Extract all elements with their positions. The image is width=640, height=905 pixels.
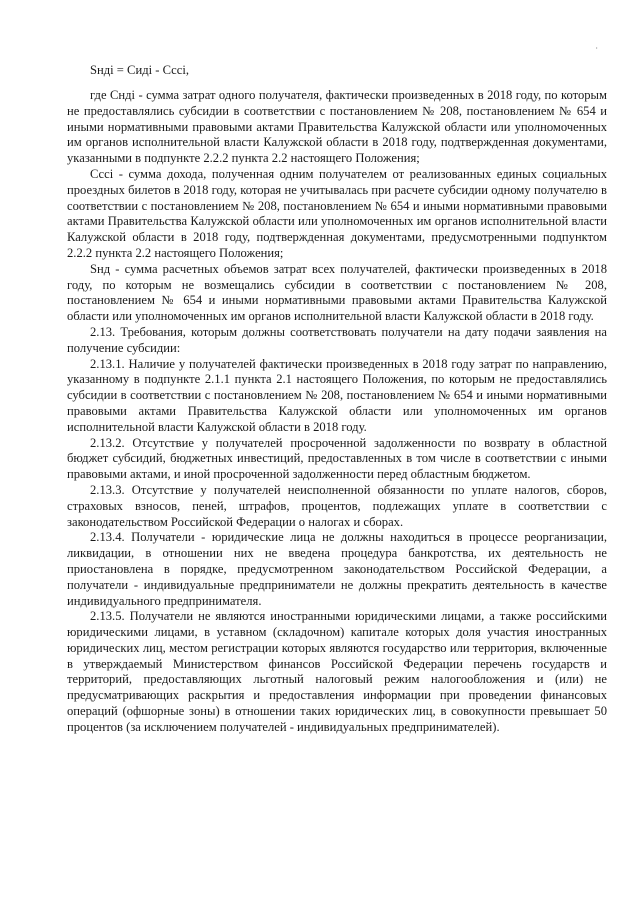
paragraph-2-13-5: 2.13.5. Получатели не являются иностранными юридическими лицами, а также российскими юридическими лицами, в уставном (складочном) капитале которых доля участия иностранных юридических лиц, местом регистрации которых являются государство или территория, включенные в утверждаемый Министерством финансов Российской Федерации перечень государств и территорий, предоставляющих льготный налоговый режим налогообложения и (или) не предусматривающих раскрытия и предоставления информации при проведении финансовых операций (офшорные зоны) в отношении таких юридических лиц, в совокупности превышает 50 процентов (за исключением получателей - индивидуальных предпринимателей). (67, 609, 607, 734)
paragraph-snd-definition: Sнд - сумма расчетных объемов затрат всех получателей, фактически произведенных в 2018 году, по которым не возмещались субсидии в соответствии с постановлением № 208, постановлением № 654 и иными нормативными правовыми актами Правительства Калужской области или уполномоченных им органов исполнительной власти Калужской области в 2018 году. (67, 261, 607, 324)
paragraph-2-13-4: 2.13.4. Получатели - юридические лица не должны находиться в процессе реорганизации, ликвидации, в отношении них не введена процедура банкротства, их деятельность не приостановлена в порядке, предусмотренном законодательством Российской Федерации, а получатели - индивидуальные предприниматели не должны прекратить деятельность в качестве индивидуального предпринимателя. (67, 530, 607, 608)
paragraph-cssi-definition: Сссі - сумма дохода, полученная одним получателем от реализованных единых социальных проездных билетов в 2018 году, которая не учитывалась при расчете субсидии одному получателю в соответствии с постановлением № 208, постановлением № 654 и иными нормативными правовыми актами Правительства Калужской области или уполномоченных им органов исполнительной власти Калужской области в 2018 году, подтвержденная документами, предусмотренными подпунктом 2.2.2 пункта 2.2 настоящего Положения; (67, 166, 607, 260)
paragraph-cndi-definition: где Снді - сумма затрат одного получателя, фактически произведенных в 2018 году, по которым не предоставлялись субсидии в соответствии с постановлением № 208, постановлением № 654 и иными нормативными правовыми актами Правительства Калужской области или уполномоченных им органов исполнительной власти Калужской области в 2018 году, подтвержденная документами, указанными в подпункте 2.2.2 пункта 2.2 настоящего Положения; (67, 88, 607, 166)
paragraph-2-13-1: 2.13.1. Наличие у получателей фактически произведенных в 2018 году затрат по направлению, указанному в подпункте 2.1.1 пункта 2.1 настоящего Положения, по которым не предоставлялись субсидии в соответствии с постановлением № 208, постановлением № 654 и иными нормативными правовыми актами Правительства Калужской области или уполномоченных им органов исполнительной власти Калужской области в 2018 году. (67, 356, 607, 434)
formula: Sнді = Сиді - Сссі, (90, 63, 189, 77)
corner-mark: · (595, 44, 598, 53)
paragraph-2-13: 2.13. Требования, которым должны соответствовать получатели на дату подачи заявления на получение субсидии: (67, 324, 607, 355)
paragraph-2-13-2: 2.13.2. Отсутствие у получателей просроченной задолженности по возврату в областной бюджет субсидий, бюджетных инвестиций, предоставленных в том числе в соответствии с иными правовыми актами, и иной просроченной задолженности перед областным бюджетом. (67, 435, 607, 482)
paragraph-2-13-3: 2.13.3. Отсутствие у получателей неисполненной обязанности по уплате налогов, сборов, страховых взносов, пеней, штрафов, процентов, подлежащих уплате в соответствии с законодательством Российской Федерации о налогах и сборах. (67, 482, 607, 529)
